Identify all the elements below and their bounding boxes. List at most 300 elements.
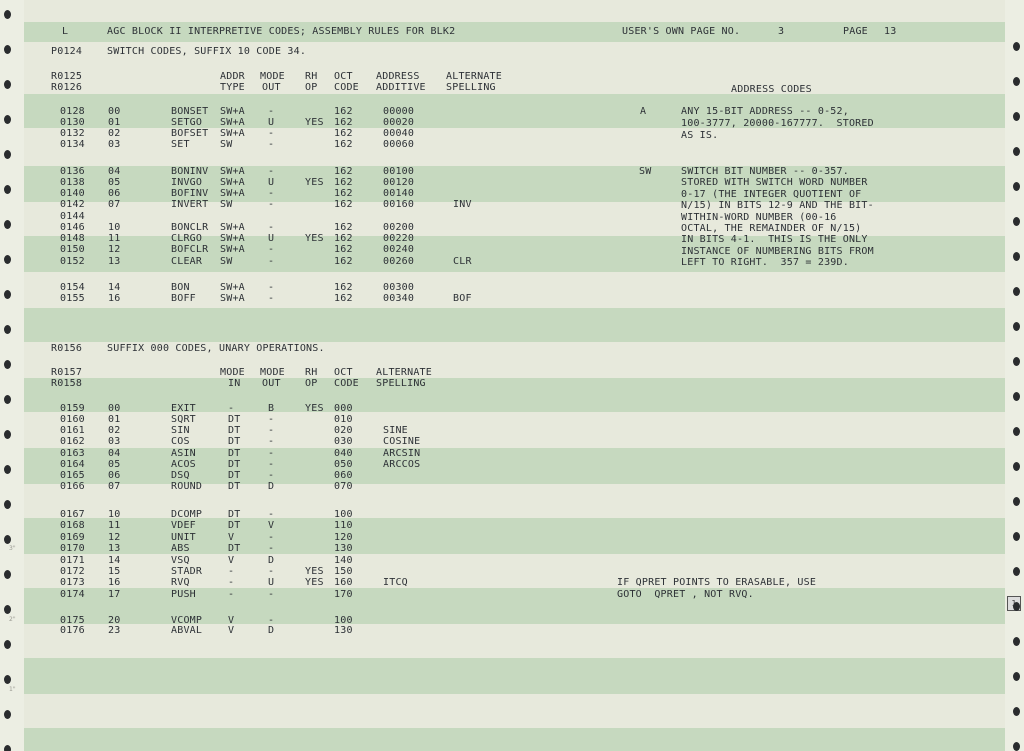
cell-suf: 11	[108, 520, 121, 531]
cell-in: DT	[228, 470, 241, 481]
cell-out: -	[268, 199, 275, 210]
cell-add: 00060	[383, 139, 415, 150]
cell-out: U	[268, 117, 275, 128]
cell-add: 00340	[383, 293, 415, 304]
cell-oct: 162	[334, 256, 353, 267]
cell-no: 0175	[60, 615, 85, 626]
cell-out: -	[268, 414, 275, 425]
sprocket-hole	[1013, 602, 1020, 611]
header-mark: L	[62, 26, 69, 37]
cell-out: U	[268, 233, 275, 244]
cell-out: -	[268, 222, 275, 233]
cell-no: 0170	[60, 543, 85, 554]
cell-in: V	[228, 555, 235, 566]
cell-suf: 02	[108, 425, 121, 436]
sprocket-hole	[4, 640, 11, 649]
cell-in: V	[228, 532, 235, 543]
cell-oct: 162	[334, 293, 353, 304]
cell-name: COS	[171, 436, 190, 447]
column-header: MODE	[260, 71, 285, 82]
sprocket-hole	[4, 745, 11, 751]
cell-out: -	[268, 448, 275, 459]
cell-out: -	[268, 244, 275, 255]
cell-oct: 000	[334, 403, 353, 414]
sprocket-hole	[1013, 462, 1020, 471]
cell-no: 0176	[60, 625, 85, 636]
cell-add: 00240	[383, 244, 415, 255]
cell-name: BOFINV	[171, 188, 209, 199]
sprocket-hole	[1013, 182, 1020, 191]
cell-oct: 162	[334, 282, 353, 293]
cell-out: -	[268, 589, 275, 600]
sprocket-hole	[1013, 42, 1020, 51]
cell-out: -	[268, 543, 275, 554]
cell-suf: 00	[108, 106, 121, 117]
cell-suf: 05	[108, 459, 121, 470]
cell-add: 00120	[383, 177, 415, 188]
sprocket-hole	[4, 290, 11, 299]
cell-alt: ARCCOS	[383, 459, 421, 470]
note-line: 0-17 (THE INTEGER QUOTIENT OF	[681, 188, 862, 200]
column-header: ADDRESS CODES	[731, 84, 812, 95]
cell-out: -	[268, 459, 275, 470]
sprocket-hole	[4, 570, 11, 579]
line-number: P0124	[51, 46, 83, 57]
cell-no: 0142	[60, 199, 85, 210]
header-line	[0, 26, 897, 38]
cell-out: -	[268, 188, 275, 199]
cell-add: 00220	[383, 233, 415, 244]
cell-rh: YES	[305, 403, 324, 414]
cell-suf: 05	[108, 177, 121, 188]
page-title: AGC BLOCK II INTERPRETIVE CODES; ASSEMBLY RULES FOR BLK2	[107, 26, 456, 37]
cell-no: 0138	[60, 177, 85, 188]
cell-suf: 20	[108, 615, 121, 626]
cell-suf: 11	[108, 233, 121, 244]
cell-oct: 170	[334, 589, 353, 600]
cell-oct: 160	[334, 577, 353, 588]
sprocket-hole	[1013, 287, 1020, 296]
cell-oct: 100	[334, 509, 353, 520]
sprocket-hole	[4, 150, 11, 159]
green-band	[24, 308, 1005, 342]
cell-add: 00140	[383, 188, 415, 199]
cell-oct: 130	[334, 625, 353, 636]
cell-in: DT	[228, 543, 241, 554]
cell-suf: 06	[108, 188, 121, 199]
cell-name: VSQ	[171, 555, 190, 566]
sprocket-hole	[4, 80, 11, 89]
cell-out: -	[268, 566, 275, 577]
cell-add: 00260	[383, 256, 415, 267]
cell-no: 0130	[60, 117, 85, 128]
cell-in: V	[228, 615, 235, 626]
note-line: LEFT TO RIGHT. 357 = 239D.	[681, 257, 849, 269]
users-page-number: 3	[778, 26, 785, 37]
cell-name: BONINV	[171, 166, 209, 177]
sprocket-hole	[1013, 707, 1020, 716]
sprocket-hole	[4, 535, 11, 544]
sprocket-hole	[1013, 637, 1020, 646]
cell-type: SW	[220, 139, 233, 150]
note-line: N/15) IN BITS 12-9 AND THE BIT-	[681, 200, 874, 212]
cell-type: SW+A	[220, 244, 245, 255]
cell-alt: CLR	[453, 256, 472, 267]
cell-add: 00100	[383, 166, 415, 177]
cell-type: SW+A	[220, 222, 245, 233]
column-header: ALTERNATE	[446, 71, 502, 82]
cell-suf: 03	[108, 436, 121, 447]
cell-no: 0173	[60, 577, 85, 588]
cell-no: 0168	[60, 520, 85, 531]
cell-out: -	[268, 532, 275, 543]
column-header: SPELLING	[446, 82, 496, 93]
cell-no: 0150	[60, 244, 85, 255]
cell-oct: 162	[334, 188, 353, 199]
sprocket-hole	[4, 500, 11, 509]
sprocket-hole	[4, 465, 11, 474]
cell-out: -	[268, 282, 275, 293]
cell-name: BONCLR	[171, 222, 209, 233]
cell-out: -	[268, 128, 275, 139]
cell-no: 0166	[60, 481, 85, 492]
cell-no: 0144	[60, 211, 85, 222]
column-header: OP	[305, 82, 318, 93]
cell-rh: YES	[305, 577, 324, 588]
column-header: MODE	[260, 367, 285, 378]
cell-out: -	[268, 436, 275, 447]
cell-add: 00040	[383, 128, 415, 139]
cell-type: SW+A	[220, 117, 245, 128]
cell-oct: 100	[334, 615, 353, 626]
cell-suf: 03	[108, 139, 121, 150]
cell-oct: 140	[334, 555, 353, 566]
column-header: ADDRESS	[376, 71, 420, 82]
column-header: ADDITIVE	[376, 82, 426, 93]
cell-oct: 130	[334, 543, 353, 554]
cell-name: DCOMP	[171, 509, 203, 520]
cell-no: 0165	[60, 470, 85, 481]
green-band	[24, 728, 1005, 751]
cell-alt: COSINE	[383, 436, 421, 447]
cell-type: SW+A	[220, 106, 245, 117]
column-header: RH	[305, 71, 318, 82]
column-header-row	[0, 378, 426, 390]
cell-in: V	[228, 625, 235, 636]
cell-name: SET	[171, 139, 190, 150]
cell-suf: 10	[108, 509, 121, 520]
cell-suf: 14	[108, 555, 121, 566]
section-title: SUFFIX 000 CODES, UNARY OPERATIONS.	[107, 343, 325, 354]
cell-suf: 16	[108, 577, 121, 588]
cell-suf: 13	[108, 256, 121, 267]
cell-no: 0159	[60, 403, 85, 414]
cell-in: -	[228, 589, 235, 600]
cell-suf: 10	[108, 222, 121, 233]
column-header: IN	[228, 378, 241, 389]
cell-no: 0152	[60, 256, 85, 267]
sprocket-hole	[1013, 742, 1020, 751]
cell-oct: 162	[334, 166, 353, 177]
cell-no: 0171	[60, 555, 85, 566]
column-header: OUT	[262, 82, 281, 93]
line-number: R0158	[51, 378, 83, 389]
sprocket-hole	[4, 395, 11, 404]
cell-suf: 15	[108, 566, 121, 577]
cell-name: BONSET	[171, 106, 209, 117]
section-title: SWITCH CODES, SUFFIX 10 CODE 34.	[107, 46, 307, 57]
cell-oct: 162	[334, 117, 353, 128]
cell-name: VDEF	[171, 520, 196, 531]
cell-oct: 150	[334, 566, 353, 577]
note-line: OCTAL, THE REMAINDER OF N/15)	[681, 223, 862, 234]
cell-name: ABS	[171, 543, 190, 554]
cell-name: ASIN	[171, 448, 196, 459]
section-heading	[0, 343, 325, 355]
sprocket-hole	[1013, 357, 1020, 366]
note-line: 100-3777, 20000-167777. STORED	[681, 118, 874, 129]
note-tag-a: A	[640, 106, 647, 117]
cell-add: 00000	[383, 106, 415, 117]
cell-no: 0163	[60, 448, 85, 459]
cell-out: V	[268, 520, 275, 531]
column-header: OCT	[334, 71, 353, 82]
sprocket-hole	[1013, 77, 1020, 86]
cell-oct: 162	[334, 233, 353, 244]
cell-suf: 07	[108, 199, 121, 210]
cell-no: 0160	[60, 414, 85, 425]
cell-type: SW+A	[220, 293, 245, 304]
note-line: IN BITS 4-1. THIS IS THE ONLY	[681, 234, 868, 246]
cell-type: SW	[220, 256, 233, 267]
cell-alt: ARCSIN	[383, 448, 421, 459]
sprocket-hole	[4, 325, 11, 334]
column-header: OCT	[334, 367, 353, 378]
cell-name: EXIT	[171, 403, 196, 414]
cell-type: SW+A	[220, 282, 245, 293]
cell-name: SETGO	[171, 117, 203, 128]
cell-no: 0148	[60, 233, 85, 244]
column-header: ALTERNATE	[376, 367, 432, 378]
sprocket-hole	[1013, 532, 1020, 541]
cell-oct: 162	[334, 244, 353, 255]
cell-oct: 110	[334, 520, 353, 531]
note-line: IF QPRET POINTS TO ERASABLE, USE	[617, 577, 817, 588]
cell-suf: 12	[108, 532, 121, 543]
cell-alt: BOF	[453, 293, 472, 304]
sprocket-hole	[4, 10, 11, 19]
cell-oct: 162	[334, 199, 353, 210]
margin-tick: 2"	[9, 616, 16, 623]
cell-name: BOFSET	[171, 128, 209, 139]
note-line: GOTO QPRET , NOT RVQ.	[617, 589, 754, 600]
sprocket-hole	[4, 185, 11, 194]
cell-add: 00200	[383, 222, 415, 233]
cell-type: SW	[220, 199, 233, 210]
cell-oct: 162	[334, 222, 353, 233]
cell-add: 00300	[383, 282, 415, 293]
cell-out: -	[268, 615, 275, 626]
cell-suf: 04	[108, 166, 121, 177]
cell-suf: 12	[108, 244, 121, 255]
cell-out: -	[268, 509, 275, 520]
cell-in: DT	[228, 459, 241, 470]
sprocket-hole	[1013, 217, 1020, 226]
cell-rh: YES	[305, 117, 324, 128]
cell-oct: 010	[334, 414, 353, 425]
cell-in: DT	[228, 448, 241, 459]
page-label: PAGE	[843, 26, 868, 37]
sprocket-hole	[1013, 147, 1020, 156]
column-header: OP	[305, 378, 318, 389]
cell-name: INVERT	[171, 199, 209, 210]
cell-name: ROUND	[171, 481, 203, 492]
cell-oct: 162	[334, 128, 353, 139]
column-header: TYPE	[220, 82, 245, 93]
sprocket-hole	[1013, 567, 1020, 576]
cell-suf: 23	[108, 625, 121, 636]
column-header: MODE	[220, 367, 245, 378]
line-number: R0125	[51, 71, 83, 82]
cell-out: D	[268, 625, 275, 636]
cell-out: D	[268, 555, 275, 566]
sprocket-hole	[4, 710, 11, 719]
note-line: AS IS.	[681, 130, 719, 141]
cell-suf: 13	[108, 543, 121, 554]
cell-rh: YES	[305, 233, 324, 244]
cell-name: DSQ	[171, 470, 190, 481]
green-band	[24, 658, 1005, 694]
cell-out: D	[268, 481, 275, 492]
cell-type: SW+A	[220, 188, 245, 199]
cell-alt: SINE	[383, 425, 408, 436]
sprocket-hole	[1013, 497, 1020, 506]
cell-oct: 040	[334, 448, 353, 459]
sprocket-hole	[1013, 672, 1020, 681]
sprocket-hole	[1013, 392, 1020, 401]
cell-rh: YES	[305, 177, 324, 188]
cell-in: DT	[228, 425, 241, 436]
cell-suf: 07	[108, 481, 121, 492]
note-line: ANY 15-BIT ADDRESS -- 0-52,	[681, 106, 849, 117]
cell-no: 0169	[60, 532, 85, 543]
cell-name: INVGO	[171, 177, 203, 188]
note-line: WITHIN-WORD NUMBER (00-16	[681, 211, 837, 223]
cell-suf: 17	[108, 589, 121, 600]
cell-type: SW+A	[220, 177, 245, 188]
cell-type: SW+A	[220, 233, 245, 244]
column-header: OUT	[262, 378, 281, 389]
cell-in: DT	[228, 481, 241, 492]
cell-in: DT	[228, 414, 241, 425]
margin-tick: 3"	[9, 545, 16, 552]
sprocket-hole	[4, 430, 11, 439]
cell-oct: 050	[334, 459, 353, 470]
cell-suf: 01	[108, 414, 121, 425]
cell-no: 0167	[60, 509, 85, 520]
cell-name: BON	[171, 282, 190, 293]
note-line: INSTANCE OF NUMBERING BITS FROM	[681, 245, 874, 257]
cell-suf: 16	[108, 293, 121, 304]
cell-no: 0134	[60, 139, 85, 150]
cell-oct: 120	[334, 532, 353, 543]
sprocket-hole	[4, 255, 11, 264]
cell-no: 0132	[60, 128, 85, 139]
sprocket-hole	[4, 45, 11, 54]
cell-oct: 060	[334, 470, 353, 481]
cell-name: UNIT	[171, 532, 196, 543]
cell-oct: 030	[334, 436, 353, 447]
column-header: ADDR	[220, 71, 245, 82]
cell-in: DT	[228, 520, 241, 531]
sprocket-hole	[1013, 322, 1020, 331]
sprocket-hole	[1013, 112, 1020, 121]
cell-no: 0161	[60, 425, 85, 436]
cell-no: 0164	[60, 459, 85, 470]
cell-out: B	[268, 403, 275, 414]
cell-suf: 00	[108, 403, 121, 414]
sprocket-hole	[1013, 252, 1020, 261]
cell-add: 00020	[383, 117, 415, 128]
note-tag-sw: SW	[639, 166, 652, 177]
cell-no: 0146	[60, 222, 85, 233]
cell-out: -	[268, 256, 275, 267]
page-number: 13	[884, 26, 897, 37]
cell-suf: 02	[108, 128, 121, 139]
cell-name: CLRGO	[171, 233, 203, 244]
cell-name: PUSH	[171, 589, 196, 600]
sprocket-hole	[4, 605, 11, 614]
cell-type: SW+A	[220, 166, 245, 177]
cell-out: -	[268, 106, 275, 117]
cell-in: -	[228, 566, 235, 577]
cell-oct: 162	[334, 177, 353, 188]
cell-out: U	[268, 577, 275, 588]
line-number: R0126	[51, 82, 83, 93]
cell-in: DT	[228, 509, 241, 520]
users-page-label: USER'S OWN PAGE NO.	[622, 26, 741, 37]
cell-no: 0172	[60, 566, 85, 577]
margin-tick: 1"	[9, 686, 16, 693]
line-number: R0157	[51, 367, 83, 378]
column-header: CODE	[334, 82, 359, 93]
cell-name: RVQ	[171, 577, 190, 588]
cell-out: U	[268, 177, 275, 188]
sprocket-hole	[4, 220, 11, 229]
cell-oct: 020	[334, 425, 353, 436]
cell-in: DT	[228, 436, 241, 447]
cell-no: 0174	[60, 589, 85, 600]
cell-suf: 01	[108, 117, 121, 128]
cell-in: -	[228, 577, 235, 588]
cell-no: 0140	[60, 188, 85, 199]
line-number: R0156	[51, 343, 83, 354]
cell-alt: ITCQ	[383, 577, 408, 588]
cell-add: 00160	[383, 199, 415, 210]
note-line: STORED WITH SWITCH WORD NUMBER	[681, 177, 868, 189]
cell-suf: 06	[108, 470, 121, 481]
cell-name: VCOMP	[171, 615, 203, 626]
cell-oct: 070	[334, 481, 353, 492]
cell-oct: 162	[334, 106, 353, 117]
cell-name: CLEAR	[171, 256, 203, 267]
cell-no: 0162	[60, 436, 85, 447]
cell-out: -	[268, 293, 275, 304]
cell-suf: 04	[108, 448, 121, 459]
cell-suf: 14	[108, 282, 121, 293]
cell-out: -	[268, 470, 275, 481]
cell-name: ABVAL	[171, 625, 203, 636]
